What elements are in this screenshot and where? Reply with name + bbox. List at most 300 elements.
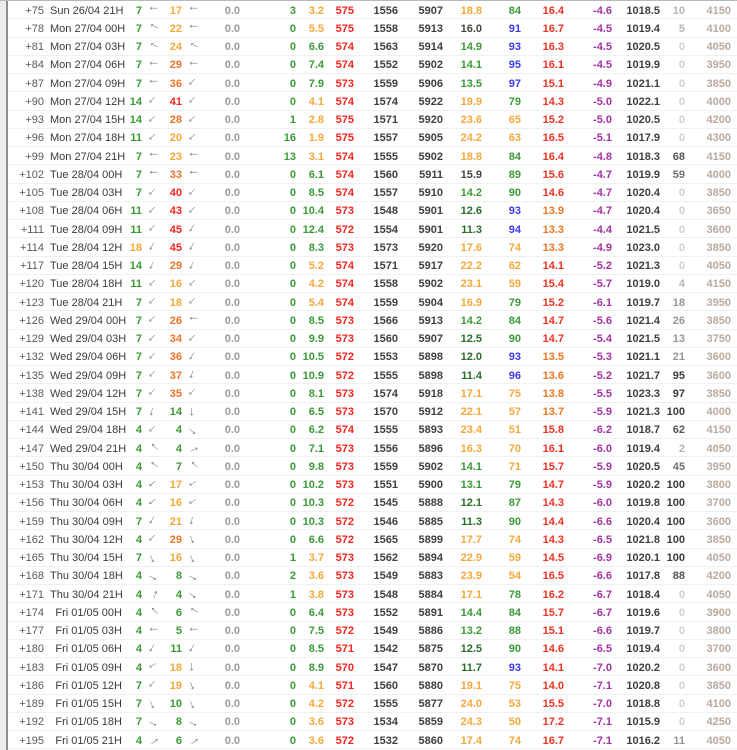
cell-pressure: 1023.0 xyxy=(626,241,660,254)
cell-rain: 0.0 xyxy=(224,698,240,710)
cell-geopot-500: 5914 xyxy=(418,41,443,53)
cell-forecast-hour: +189 xyxy=(19,698,44,710)
cell-date: Wed 29/04 03H xyxy=(50,333,127,345)
cell-temp-min: 10.3 xyxy=(302,497,324,510)
cell-temp-min: 8.1 xyxy=(308,387,324,400)
cell-geopot-850: 1554 xyxy=(373,223,398,236)
cell-humidity: 97 xyxy=(508,77,521,90)
cell-temp-500: -5.3 xyxy=(593,351,612,364)
cell-rain: 0.0 xyxy=(224,333,240,345)
gust-direction-cell xyxy=(182,238,208,257)
cell-wind-speed: 18 xyxy=(129,241,142,254)
cell-temp-850: 16.4 xyxy=(542,150,564,163)
table-row xyxy=(8,457,737,475)
cell-thickness: 572 xyxy=(335,369,354,382)
cell-date: Fri 01/05 06H xyxy=(55,643,122,656)
cell-temp-2m: 19.1 xyxy=(460,679,482,692)
cell-iso-zero-alt: 3900 xyxy=(706,606,731,619)
cell-wind-speed: 4 xyxy=(135,625,142,637)
cell-pressure: 1020.1 xyxy=(626,552,660,564)
cell-geopot-500: 5883 xyxy=(418,570,443,583)
cell-humidity: 89 xyxy=(508,168,521,181)
gust-direction-arrow-icon: → xyxy=(184,583,204,604)
cell-thickness: 574 xyxy=(335,95,354,108)
cell-forecast-hour: +153 xyxy=(19,479,44,491)
wind-direction-cell xyxy=(142,92,166,111)
cell-date: Thu 30/04 09H xyxy=(50,515,123,528)
gust-direction-arrow-icon: → xyxy=(183,419,204,440)
gust-direction-cell xyxy=(182,366,208,385)
cell-cloud-conv: 13 xyxy=(283,150,296,163)
cell-iso-zero-alt: 3800 xyxy=(706,479,731,491)
cell-temp-min: 3.8 xyxy=(308,588,324,601)
cell-pressure: 1015.9 xyxy=(626,716,660,729)
cell-humidity: 59 xyxy=(508,552,521,564)
cell-pressure: 1019.0 xyxy=(626,278,660,291)
cell-thickness: 572 xyxy=(335,698,354,710)
cell-temp-2m: 23.4 xyxy=(460,424,482,437)
table-row xyxy=(8,129,737,147)
cell-temp-500: -5.5 xyxy=(593,387,612,400)
cell-rain: 0.0 xyxy=(224,278,240,291)
gust-direction-arrow-icon: → xyxy=(183,328,204,349)
cell-iso-zero-alt: 3700 xyxy=(706,643,731,656)
cell-pressure: 1023.3 xyxy=(626,387,660,400)
cell-humidity: 53 xyxy=(508,698,521,710)
gust-direction-cell xyxy=(182,293,208,312)
cell-temp-min: 9.9 xyxy=(308,333,324,345)
cell-rain: 0.0 xyxy=(224,661,240,674)
cell-temp-2m: 16.3 xyxy=(460,442,482,455)
cell-humidity: 90 xyxy=(508,333,521,345)
cell-pressure: 1017.8 xyxy=(626,570,660,583)
cell-cloud-total: 0 xyxy=(678,241,685,254)
cell-temp-850: 13.9 xyxy=(542,205,564,218)
table-row xyxy=(8,56,737,74)
cell-iso-zero-alt: 4050 xyxy=(706,260,731,272)
table-row xyxy=(8,622,737,640)
wind-direction-arrow-icon: → xyxy=(143,310,164,331)
wind-direction-arrow-icon: → xyxy=(143,729,163,750)
cell-date: Fri 01/05 09H xyxy=(55,661,122,674)
cell-geopot-850: 1559 xyxy=(373,77,398,90)
cell-gust-speed: 29 xyxy=(169,59,182,72)
cell-cloud-conv: 0 xyxy=(289,515,296,528)
cell-cloud-conv: 0 xyxy=(289,205,296,218)
cell-rain: 0.0 xyxy=(224,606,240,619)
cell-date: Wed 29/04 12H xyxy=(50,387,127,400)
cell-rain: 0.0 xyxy=(224,260,240,272)
cell-rain: 0.0 xyxy=(224,22,240,35)
wind-direction-arrow-icon: → xyxy=(143,292,164,313)
cell-gust-speed: 14 xyxy=(169,406,182,418)
table-row xyxy=(8,658,737,676)
gust-direction-arrow-icon: → xyxy=(187,167,200,183)
gust-direction-cell xyxy=(182,330,208,349)
cell-cloud-total: 21 xyxy=(672,351,685,364)
cell-wind-speed: 4 xyxy=(135,734,142,747)
gust-direction-arrow-icon: → xyxy=(184,639,204,659)
cell-forecast-hour: +105 xyxy=(19,187,44,199)
cell-temp-500: -5.2 xyxy=(593,369,612,382)
cell-temp-850: 14.7 xyxy=(542,333,564,345)
cell-thickness: 574 xyxy=(335,59,354,72)
cell-forecast-hour: +117 xyxy=(20,260,44,272)
cell-wind-speed: 7 xyxy=(135,716,142,729)
wind-direction-arrow-icon: → xyxy=(147,149,160,164)
cell-humidity: 74 xyxy=(508,734,521,747)
cell-temp-500: -5.2 xyxy=(593,260,612,272)
gust-direction-arrow-icon: → xyxy=(183,182,204,203)
wind-direction-cell xyxy=(142,293,166,312)
cell-date: Mon 27/04 15H xyxy=(50,114,126,126)
cell-cloud-conv: 2 xyxy=(289,570,296,583)
cell-wind-speed: 7 xyxy=(135,22,142,35)
cell-temp-500: -5.9 xyxy=(593,460,612,473)
cell-gust-speed: 4 xyxy=(175,588,182,601)
cell-date: Tue 28/04 18H xyxy=(50,278,123,291)
cell-geopot-850: 1548 xyxy=(373,205,398,218)
cell-cloud-total: 100 xyxy=(666,406,685,418)
gust-direction-arrow-icon: → xyxy=(184,530,204,548)
cell-rain: 0.0 xyxy=(224,625,240,637)
cell-rain: 0.0 xyxy=(224,4,240,17)
cell-temp-500: -6.7 xyxy=(593,588,612,601)
gust-direction-cell xyxy=(182,19,208,38)
cell-temp-850: 15.6 xyxy=(542,168,564,181)
cell-gust-speed: 45 xyxy=(169,223,182,236)
cell-temp-850: 14.6 xyxy=(542,643,564,656)
cell-thickness: 572 xyxy=(335,223,354,236)
gust-direction-cell xyxy=(182,549,208,568)
cell-temp-min: 4.2 xyxy=(308,278,324,291)
table-row xyxy=(8,111,737,129)
cell-temp-2m: 24.3 xyxy=(460,716,482,729)
cell-gust-speed: 40 xyxy=(169,187,182,199)
cell-wind-speed: 14 xyxy=(129,260,142,272)
cell-rain: 0.0 xyxy=(224,442,240,455)
wind-direction-arrow-icon: → xyxy=(143,456,163,477)
gust-direction-arrow-icon: → xyxy=(184,256,204,275)
cell-rain: 0.0 xyxy=(224,41,240,53)
wind-direction-arrow-icon: → xyxy=(143,128,164,149)
wind-direction-arrow-icon: → xyxy=(143,109,164,130)
cell-geopot-850: 1545 xyxy=(373,497,398,510)
cell-gust-speed: 28 xyxy=(169,114,182,126)
cell-cloud-conv: 0 xyxy=(289,278,296,291)
cell-forecast-hour: +102 xyxy=(19,168,44,181)
cell-pressure: 1019.4 xyxy=(626,643,660,656)
cell-rain: 0.0 xyxy=(224,643,240,656)
cell-temp-500: -5.0 xyxy=(593,95,612,108)
cell-temp-500: -7.1 xyxy=(593,734,612,747)
cell-temp-850: 15.5 xyxy=(542,698,564,710)
cell-temp-850: 13.3 xyxy=(542,241,564,254)
cell-humidity: 75 xyxy=(508,387,521,400)
wind-direction-cell xyxy=(142,549,166,568)
cell-cloud-conv: 0 xyxy=(289,260,296,272)
table-row xyxy=(8,165,737,183)
cell-cloud-total: 0 xyxy=(678,95,685,108)
cell-thickness: 573 xyxy=(335,77,354,90)
cell-humidity: 95 xyxy=(508,59,521,72)
gust-direction-arrow-icon: → xyxy=(184,676,204,694)
gust-direction-cell xyxy=(182,147,208,166)
wind-direction-cell xyxy=(142,147,166,166)
cell-pressure: 1016.2 xyxy=(626,734,660,747)
cell-temp-min: 5.5 xyxy=(308,22,324,35)
cell-gust-speed: 43 xyxy=(169,205,182,218)
cell-gust-speed: 18 xyxy=(169,661,182,674)
cell-humidity: 87 xyxy=(508,497,521,510)
cell-temp-850: 14.0 xyxy=(542,679,564,692)
cell-geopot-500: 5888 xyxy=(418,497,443,510)
cell-cloud-total: 0 xyxy=(678,41,685,53)
gust-direction-arrow-icon: → xyxy=(184,366,204,384)
cell-temp-500: -5.4 xyxy=(593,333,612,345)
cell-geopot-850: 1560 xyxy=(373,333,398,345)
gust-direction-cell xyxy=(182,257,208,276)
cell-wind-speed: 7 xyxy=(135,59,142,72)
gust-direction-cell xyxy=(182,640,208,659)
cell-rain: 0.0 xyxy=(224,679,240,692)
cell-geopot-850: 1574 xyxy=(373,95,398,108)
cell-thickness: 573 xyxy=(335,479,354,491)
table-row xyxy=(8,220,737,238)
cell-geopot-500: 5875 xyxy=(418,643,443,656)
cell-pressure: 1020.4 xyxy=(626,515,660,528)
cell-thickness: 572 xyxy=(335,497,354,510)
gust-direction-arrow-icon: → xyxy=(184,438,203,458)
cell-temp-min: 8.5 xyxy=(308,643,324,656)
gust-direction-cell xyxy=(182,530,208,549)
cell-gust-speed: 35 xyxy=(169,387,182,400)
cell-forecast-hour: +180 xyxy=(19,643,44,656)
cell-cloud-total: 13 xyxy=(672,333,685,345)
cell-temp-2m: 12.6 xyxy=(460,205,482,218)
cell-forecast-hour: +81 xyxy=(25,41,44,53)
wind-direction-cell xyxy=(142,494,166,513)
gust-direction-arrow-icon: → xyxy=(183,91,204,112)
cell-rain: 0.0 xyxy=(224,241,240,254)
cell-thickness: 570 xyxy=(335,661,354,674)
cell-humidity: 54 xyxy=(508,570,521,583)
cell-cloud-conv: 0 xyxy=(289,625,296,637)
cell-date: Wed 29/04 00H xyxy=(50,314,127,327)
cell-thickness: 574 xyxy=(335,296,354,309)
cell-forecast-hour: +129 xyxy=(19,333,44,345)
cell-geopot-500: 5907 xyxy=(418,4,443,17)
cell-wind-speed: 11 xyxy=(130,278,142,291)
cell-cloud-total: 59 xyxy=(672,168,685,181)
cell-thickness: 575 xyxy=(335,132,354,145)
cell-thickness: 573 xyxy=(335,442,354,455)
cell-temp-850: 15.7 xyxy=(542,606,564,619)
wind-direction-cell xyxy=(142,1,166,20)
cell-cloud-conv: 0 xyxy=(289,351,296,364)
cell-geopot-850: 1558 xyxy=(373,278,398,291)
cell-date: Mon 27/04 00H xyxy=(50,22,126,35)
cell-temp-min: 10.2 xyxy=(302,479,324,491)
cell-cloud-total: 0 xyxy=(678,643,685,656)
gust-direction-cell xyxy=(182,184,208,203)
cell-temp-850: 17.2 xyxy=(542,716,564,729)
cell-iso-zero-alt: 4100 xyxy=(706,698,731,710)
cell-temp-min: 8.5 xyxy=(308,314,324,327)
table-row xyxy=(8,92,737,110)
cell-humidity: 91 xyxy=(508,22,521,35)
cell-temp-2m: 17.1 xyxy=(460,588,482,601)
gust-direction-arrow-icon: → xyxy=(187,3,200,18)
cell-temp-850: 16.2 xyxy=(542,588,564,601)
cell-temp-2m: 11.7 xyxy=(461,661,482,674)
cell-temp-min: 9.8 xyxy=(308,460,324,473)
cell-cloud-conv: 0 xyxy=(289,223,296,236)
cell-thickness: 573 xyxy=(335,552,354,564)
cell-rain: 0.0 xyxy=(224,77,240,90)
gust-direction-arrow-icon: → xyxy=(187,623,200,639)
cell-geopot-850: 1542 xyxy=(373,643,398,656)
cell-gust-speed: 18 xyxy=(169,296,182,309)
cell-temp-2m: 22.1 xyxy=(460,406,482,418)
wind-direction-cell xyxy=(142,257,166,276)
cell-iso-zero-alt: 3600 xyxy=(706,515,731,528)
cell-geopot-850: 1573 xyxy=(373,241,398,254)
table-row xyxy=(8,1,737,19)
gust-direction-cell xyxy=(182,111,208,130)
cell-temp-500: -5.1 xyxy=(593,132,612,145)
cell-pressure: 1021.1 xyxy=(626,351,660,364)
table-row xyxy=(8,549,737,567)
cell-temp-500: -4.5 xyxy=(593,59,612,72)
wind-direction-cell xyxy=(142,330,166,349)
cell-geopot-500: 5905 xyxy=(418,132,443,145)
cell-thickness: 573 xyxy=(335,716,354,729)
cell-pressure: 1020.8 xyxy=(626,679,660,692)
cell-temp-min: 10.5 xyxy=(302,351,324,364)
cell-temp-min: 4.2 xyxy=(308,698,324,710)
cell-forecast-hour: +144 xyxy=(19,424,44,437)
cell-date: Thu 30/04 12H xyxy=(50,533,123,546)
cell-humidity: 70 xyxy=(508,442,521,455)
cell-pressure: 1019.4 xyxy=(626,22,660,35)
wind-direction-arrow-icon: → xyxy=(144,657,164,678)
table-row xyxy=(8,184,737,202)
gust-direction-arrow-icon: → xyxy=(183,292,204,313)
cell-pressure: 1021.3 xyxy=(626,406,660,418)
cell-temp-2m: 13.1 xyxy=(460,479,482,491)
cell-cloud-conv: 0 xyxy=(289,424,296,437)
cell-date: Tue 28/04 15H xyxy=(50,260,123,272)
cell-geopot-850: 1557 xyxy=(373,187,398,199)
cell-temp-2m: 23.6 xyxy=(460,114,482,126)
cell-cloud-total: 0 xyxy=(678,661,685,674)
cell-wind-speed: 7 xyxy=(135,296,142,309)
gust-direction-cell xyxy=(182,38,208,57)
cell-geopot-500: 5900 xyxy=(418,479,443,491)
cell-iso-zero-alt: 3850 xyxy=(706,387,731,400)
cell-iso-zero-alt: 4150 xyxy=(706,4,731,17)
wind-direction-cell xyxy=(142,457,166,476)
table-row xyxy=(8,603,737,621)
cell-cloud-total: 0 xyxy=(678,716,685,729)
table-row xyxy=(8,731,737,749)
cell-rain: 0.0 xyxy=(224,734,240,747)
cell-geopot-500: 5899 xyxy=(418,533,443,546)
cell-temp-500: -7.1 xyxy=(593,716,612,729)
cell-gust-speed: 6 xyxy=(175,606,182,619)
cell-humidity: 84 xyxy=(508,314,521,327)
cell-gust-speed: 20 xyxy=(169,132,182,145)
wind-direction-cell xyxy=(142,384,166,403)
cell-temp-2m: 16.0 xyxy=(460,22,482,35)
gust-direction-cell xyxy=(182,658,208,677)
cell-geopot-850: 1547 xyxy=(373,661,398,674)
cell-temp-2m: 14.1 xyxy=(460,59,482,72)
cell-geopot-850: 1546 xyxy=(373,515,398,528)
wind-direction-arrow-icon: → xyxy=(147,57,160,73)
gust-direction-cell xyxy=(182,311,208,330)
cell-pressure: 1022.1 xyxy=(626,95,660,108)
cell-pressure: 1021.7 xyxy=(626,369,660,382)
cell-thickness: 573 xyxy=(335,606,354,619)
cell-thickness: 574 xyxy=(335,424,354,437)
cell-rain: 0.0 xyxy=(224,552,240,564)
cell-rain: 0.0 xyxy=(224,588,240,601)
wind-direction-cell xyxy=(142,38,166,57)
cell-wind-speed: 7 xyxy=(135,369,142,382)
cell-temp-500: -6.2 xyxy=(593,424,612,437)
cell-geopot-500: 5906 xyxy=(418,77,443,90)
cell-temp-2m: 13.5 xyxy=(460,77,482,90)
cell-iso-zero-alt: 4200 xyxy=(706,114,731,126)
table-row xyxy=(8,202,737,220)
cell-iso-zero-alt: 3800 xyxy=(706,625,731,637)
cell-cloud-conv: 0 xyxy=(289,77,296,90)
cell-forecast-hour: +162 xyxy=(19,533,44,546)
cell-geopot-850: 1560 xyxy=(373,168,398,181)
cell-date: Tue 28/04 00H xyxy=(50,168,123,181)
wind-direction-arrow-icon: → xyxy=(147,3,160,18)
cell-humidity: 90 xyxy=(508,187,521,199)
cell-geopot-500: 5877 xyxy=(418,698,443,710)
cell-forecast-hour: +186 xyxy=(19,679,44,692)
cell-wind-speed: 7 xyxy=(135,77,142,90)
cell-geopot-850: 1571 xyxy=(373,260,398,272)
cell-date: Thu 30/04 18H xyxy=(50,570,123,583)
cell-temp-850: 13.8 xyxy=(542,387,564,400)
cell-gust-speed: 5 xyxy=(175,625,182,637)
cell-temp-min: 6.6 xyxy=(308,41,324,53)
cell-date: Thu 30/04 21H xyxy=(50,588,123,601)
cell-thickness: 575 xyxy=(335,4,354,17)
cell-geopot-850: 1556 xyxy=(373,4,398,17)
cell-forecast-hour: +84 xyxy=(25,59,44,72)
cell-cloud-conv: 0 xyxy=(289,661,296,674)
cell-wind-speed: 4 xyxy=(135,460,142,473)
wind-direction-cell xyxy=(142,348,166,367)
cell-temp-850: 15.8 xyxy=(542,424,564,437)
cell-wind-speed: 4 xyxy=(135,588,142,601)
cell-cloud-total: 88 xyxy=(672,570,685,583)
cell-rain: 0.0 xyxy=(224,406,240,418)
cell-geopot-850: 1565 xyxy=(373,533,398,546)
gust-direction-arrow-icon: → xyxy=(185,513,203,529)
forecast-table xyxy=(8,1,737,750)
cell-temp-2m: 14.9 xyxy=(460,41,482,53)
cell-date: Mon 27/04 18H xyxy=(50,132,126,145)
gust-direction-cell xyxy=(182,348,208,367)
